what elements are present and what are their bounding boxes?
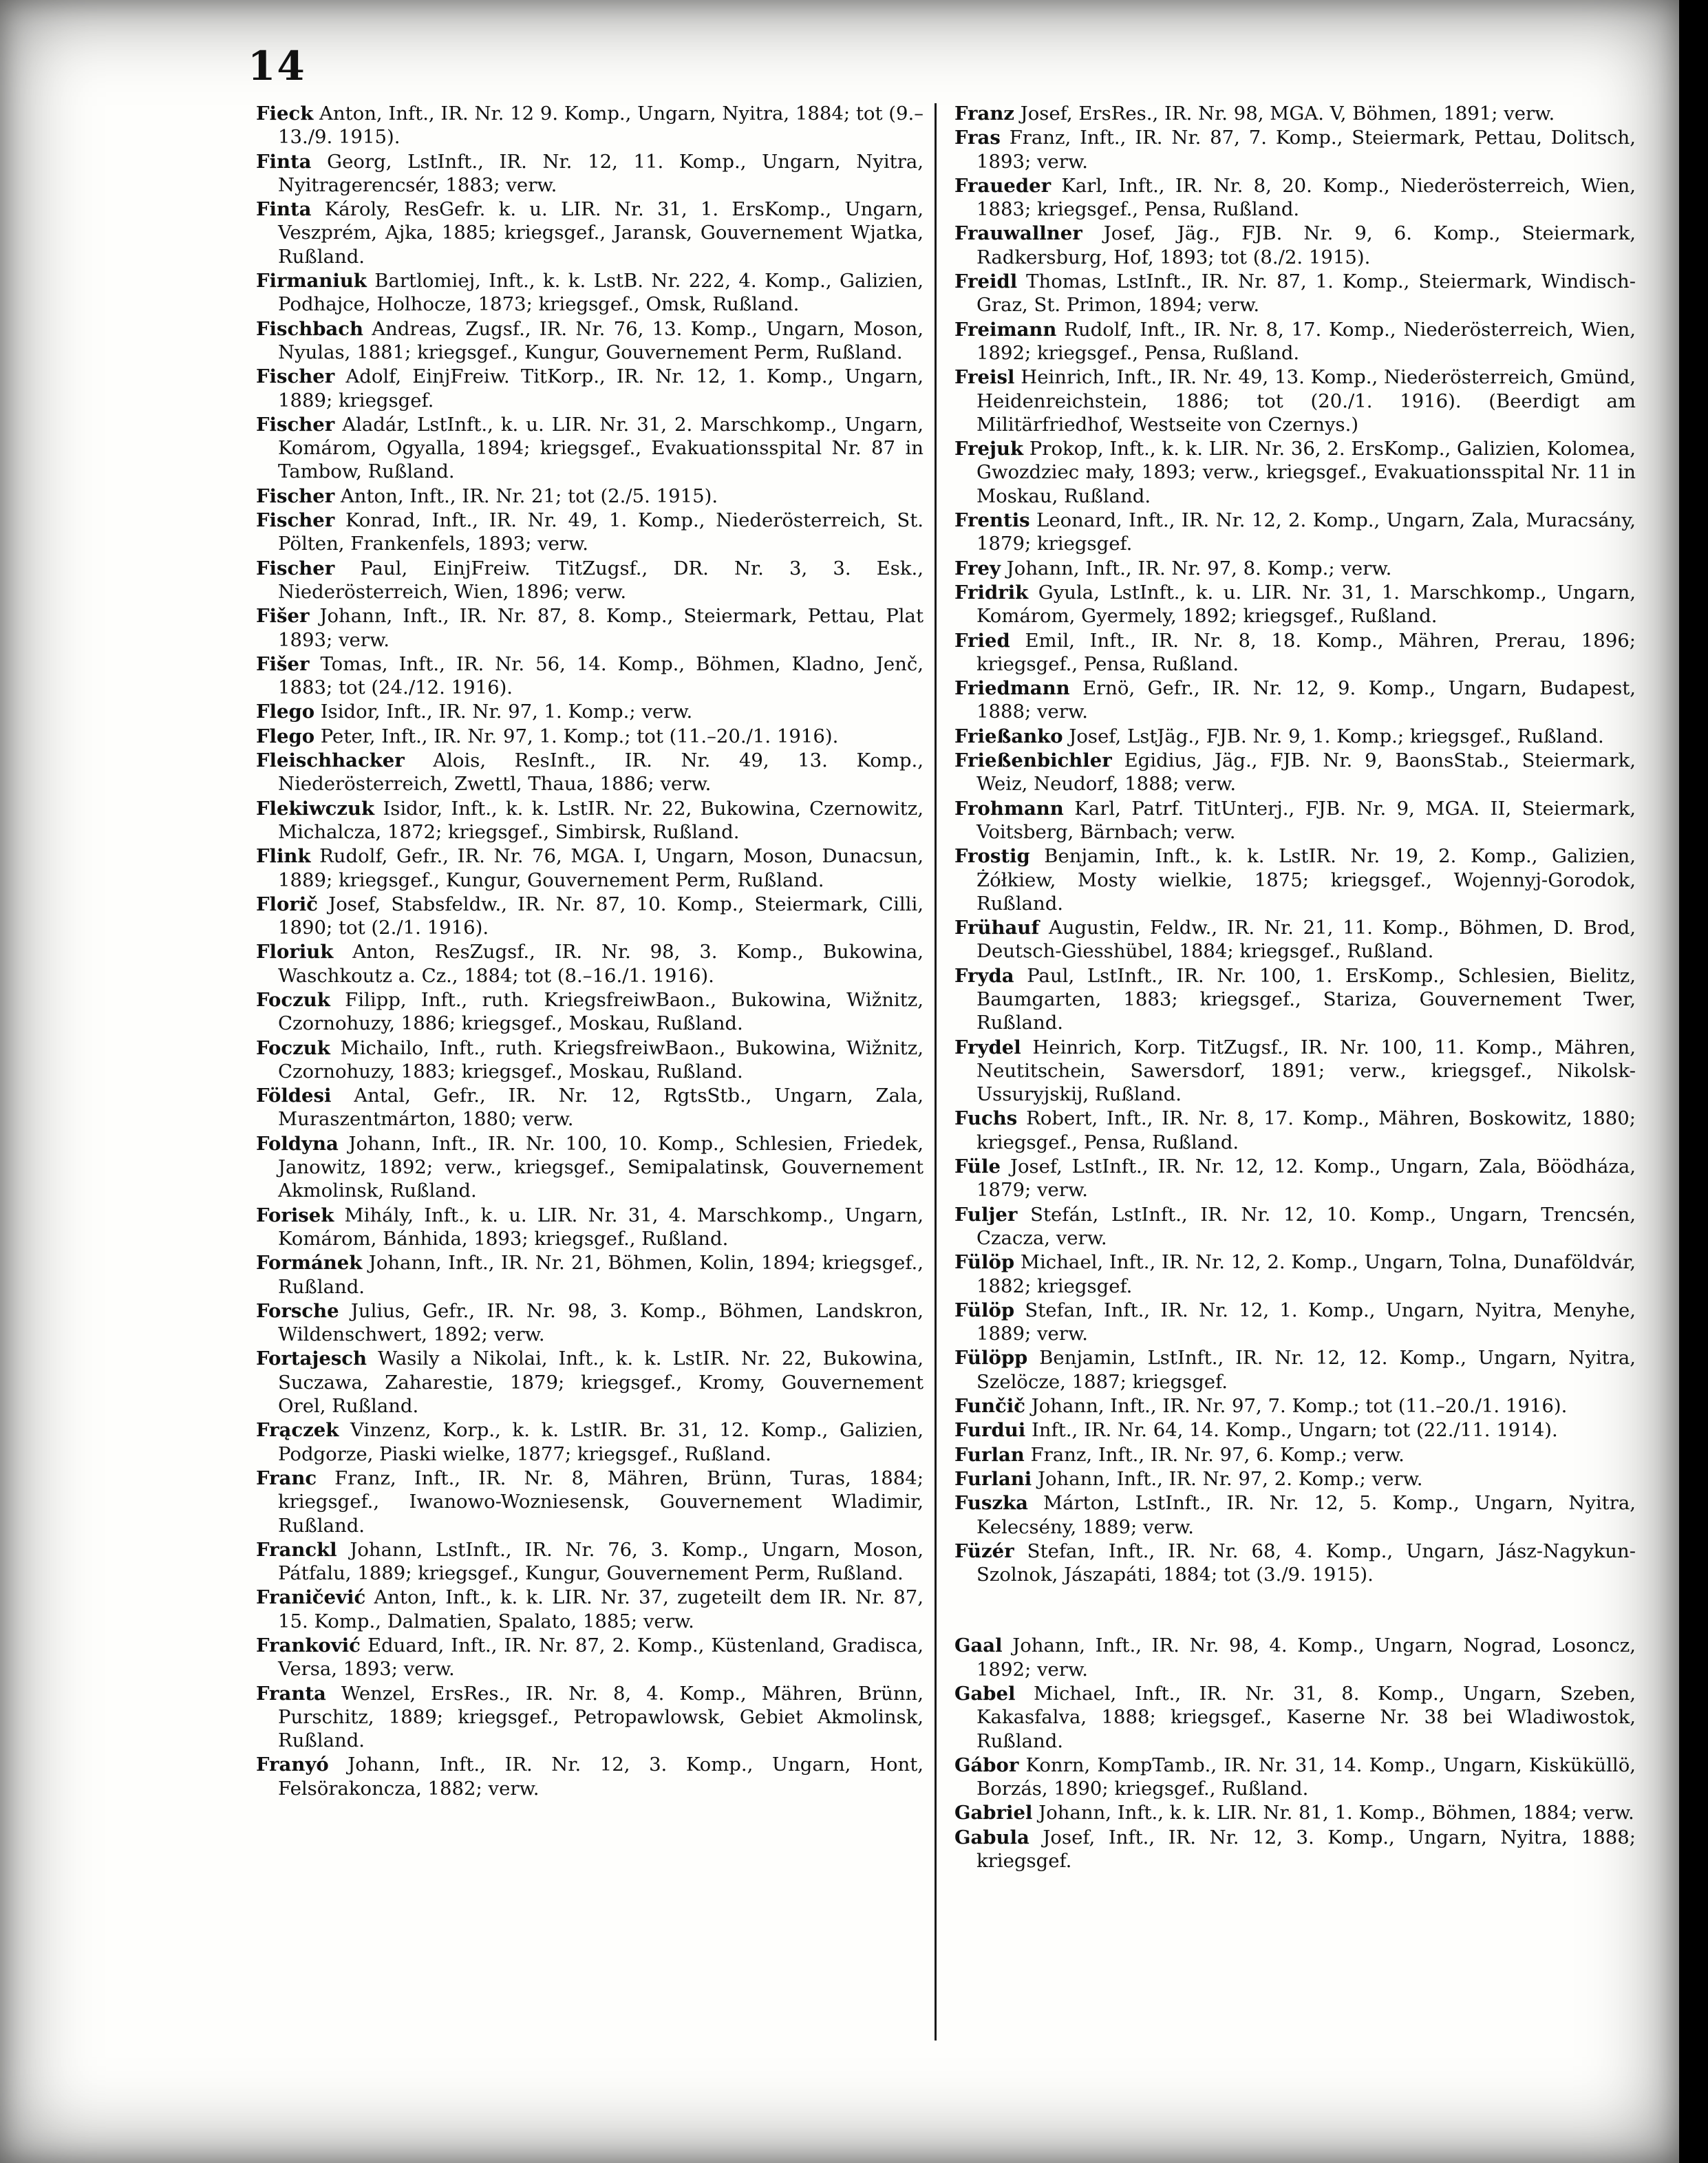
register-entry (256, 700, 924, 723)
entry-surname: Finta (256, 150, 312, 173)
entry-details: Wenzel, ErsRes., IR. Nr. 8, 4. Komp., Mähren, Brünn, Purschitz, 1889; kriegsgef., Petropawlowsk, Gebiet Akmolinsk, Rußland. (278, 1682, 924, 1752)
entry-surname: Firmaniuk (256, 270, 367, 292)
register-entry (954, 629, 1636, 676)
entry-surname: Gabula (954, 1826, 1029, 1848)
section-gap (954, 1587, 1636, 1634)
entry-surname: Fülöp (954, 1251, 1015, 1274)
register-entry (256, 797, 924, 844)
entry-details: Adolf, EinjFreiw. TitKorp., IR. Nr. 12, 1. Komp., Ungarn, 1889; kriegsgef. (278, 365, 924, 412)
register-entry (256, 652, 924, 700)
entry-surname: Fišer (256, 605, 310, 628)
entry-surname: Frießenbichler (954, 749, 1112, 772)
register-entry (256, 509, 924, 556)
register-entry (256, 150, 924, 198)
register-entry (256, 1347, 924, 1418)
entry-details: Karl, Patrf. TitUnterj., FJB. Nr. 9, MGA. II, Steiermark, Voitsberg, Bärnbach; verw. (976, 797, 1636, 843)
entry-details: Michailo, Inft., ruth. KriegsfreiwBaon., Bukowina, Wižnitz, Czornohuzy, 1883; kriegsgef., Moskau, Rußland. (278, 1036, 924, 1083)
entry-surname: Fraueder (954, 174, 1052, 197)
register-entry (954, 1682, 1636, 1753)
register-entry (256, 269, 924, 317)
entry-details: Rudolf, Inft., IR. Nr. 8, 17. Komp., Niederösterreich, Wien, 1892; kriegsgef., Pensa, Rußland. (976, 318, 1636, 364)
entry-details: Tomas, Inft., IR. Nr. 56, 14. Komp., Böhmen, Kladno, Jenč, 1883; tot (24./12. 1916). (278, 652, 924, 699)
register-entry (256, 413, 924, 484)
register-entry (256, 725, 924, 748)
register-entry (954, 1299, 1636, 1346)
entry-surname: Freimann (954, 318, 1057, 341)
entry-details: Paul, LstInft., IR. Nr. 100, 1. ErsKomp., Schlesien, Bielitz, Baumgarten, 1883; kriegsgef., Stariza, Gouvernement Twer, Rußland. (976, 964, 1636, 1034)
register-entry (256, 102, 924, 149)
entry-surname: Fischer (256, 557, 335, 579)
entry-details: Josef, LstJäg., FJB. Nr. 9, 1. Komp.; kriegsgef., Rußland. (1063, 725, 1604, 747)
register-entry (256, 1036, 924, 1084)
entry-details: Paul, EinjFreiw. TitZugsf., DR. Nr. 3, 3. Esk., Niederösterreich, Wien, 1896; verw. (278, 557, 924, 603)
entry-surname: Fuchs (954, 1107, 1018, 1130)
register-entry (954, 1443, 1636, 1467)
entry-details: Benjamin, LstInft., IR. Nr. 12, 12. Komp., Ungarn, Nyitra, Szelöcze, 1887; kriegsgef. (976, 1347, 1636, 1393)
left-column (256, 102, 924, 1801)
entry-surname: Frejuk (954, 438, 1024, 460)
entry-details: Stefán, LstInft., IR. Nr. 12, 10. Komp., Ungarn, Trencsén, Czacza, verw. (976, 1203, 1636, 1249)
entry-details: Josef, Stabsfeldw., IR. Nr. 87, 10. Komp., Steiermark, Cilli, 1890; tot (2./1. 1916). (278, 893, 924, 939)
entry-surname: Fried (954, 629, 1010, 652)
register-entry (256, 484, 924, 508)
register-entry (954, 1203, 1636, 1250)
register-entry (256, 1682, 924, 1753)
entry-surname: Fischer (256, 484, 335, 507)
entry-details: Franz, Inft., IR. Nr. 97, 6. Komp.; verw. (1024, 1443, 1405, 1466)
column-divider (935, 103, 937, 2041)
register-entry (954, 1036, 1636, 1107)
entry-details: Peter, Inft., IR. Nr. 97, 1. Komp.; tot (11.–20./1. 1916). (314, 725, 839, 747)
entry-details: Thomas, LstInft., IR. Nr. 87, 1. Komp., Steiermark, Windisch-Graz, St. Primon, 1894; verw. (976, 270, 1636, 317)
register-entry (954, 437, 1636, 508)
entry-details: Filipp, Inft., ruth. KriegsfreiwBaon., Bukowina, Wižnitz, Czornohuzy, 1886; kriegsgef., Moskau, Rußland. (278, 988, 924, 1035)
entry-surname: Fryda (954, 964, 1014, 987)
register-entry (954, 174, 1636, 222)
entry-surname: Fischer (256, 365, 335, 388)
entry-surname: Földesi (256, 1085, 332, 1107)
entry-details: Mihály, Inft., k. u. LIR. Nr. 31, 4. Marschkomp., Ungarn, Komárom, Bánhida, 1893; kriegsgef., Rußland. (278, 1204, 924, 1250)
entry-surname: Frostig (954, 845, 1030, 868)
entry-details: Johann, Inft., IR. Nr. 97, 8. Komp.; verw. (1001, 557, 1392, 579)
entry-surname: Gabriel (954, 1802, 1033, 1824)
entry-details: Karl, Inft., IR. Nr. 8, 20. Komp., Niederösterreich, Wien, 1883; kriegsgef., Pensa, Rußland. (976, 174, 1636, 221)
register-entry (954, 797, 1636, 844)
register-entry (256, 749, 924, 796)
entry-details: Heinrich, Inft., IR. Nr. 49, 13. Komp., Niederösterreich, Gmünd, Heidenreichstein, 1886; tot (20./1. 1916). (Beerdigt am Militärfriedhof, Westseite von Czernys.) (976, 366, 1636, 436)
scan-border (1679, 0, 1708, 2163)
register-entry (256, 1753, 924, 1800)
entry-details: Robert, Inft., IR. Nr. 8, 17. Komp., Mähren, Boskowitz, 1880; kriegsgef., Pensa, Rußland. (976, 1107, 1636, 1153)
entry-details: Leonard, Inft., IR. Nr. 12, 2. Komp., Ungarn, Zala, Muracsány, 1879; kriegsgef. (976, 509, 1636, 555)
entry-details: Michael, Inft., IR. Nr. 31, 8. Komp., Ungarn, Szeben, Kakasfalva, 1888; kriegsgef., Kaserne Nr. 38 bei Wladiwostok, Rußland. (976, 1683, 1636, 1752)
entry-details: Anton, ResZugsf., IR. Nr. 98, 3. Komp., Bukowina, Waschkoutz a. Cz., 1884; tot (8.–16./1. 1916). (278, 941, 924, 987)
entry-surname: Flink (256, 845, 311, 868)
entry-details: Georg, LstInft., IR. Nr. 12, 11. Komp., Ungarn, Nyitra, Nyitragerencsér, 1883; verw. (278, 150, 924, 196)
register-entry (954, 1754, 1636, 1801)
register-entry (256, 893, 924, 940)
entry-surname: Franckl (256, 1538, 337, 1561)
entry-details: Stefan, Inft., IR. Nr. 12, 1. Komp., Ungarn, Nyitra, Menyhe, 1889; verw. (976, 1299, 1636, 1345)
entry-details: Aladár, LstInft., k. u. LIR. Nr. 31, 2. Marschkomp., Ungarn, Komárom, Ogyalla, 1894; kriegsgef., Evakuationsspital Nr. 87 in Tambow, Rußland. (278, 413, 924, 483)
entry-details: Franz, Inft., IR. Nr. 8, Mähren, Brünn, Turas, 1884; kriegsgef., Iwanowo-Wozniesensk, Gouvernement Wladimir, Rußland. (278, 1467, 924, 1537)
entry-details: Andreas, Zugsf., IR. Nr. 76, 13. Komp., Ungarn, Moson, Nyulas, 1881; kriegsgef., Kungur, Gouvernement Perm, Rußland. (278, 317, 924, 363)
entry-details: Isidor, Inft., IR. Nr. 97, 1. Komp.; verw. (314, 701, 693, 723)
entry-surname: Florič (256, 893, 318, 915)
entry-surname: Frentis (954, 509, 1030, 532)
register-entry (256, 317, 924, 365)
entry-surname: Fuljer (954, 1203, 1018, 1226)
entry-surname: Fischbach (256, 317, 363, 340)
entry-details: Ernö, Gefr., IR. Nr. 12, 9. Komp., Ungarn, Budapest, 1888; verw. (976, 677, 1636, 723)
entry-surname: Fuszka (954, 1492, 1029, 1515)
entry-surname: Füzér (954, 1539, 1014, 1562)
entry-surname: Fleischhacker (256, 749, 405, 772)
register-entry (954, 581, 1636, 628)
entry-surname: Franta (256, 1682, 326, 1705)
entry-surname: Frauwallner (954, 222, 1082, 245)
entry-surname: Flekiwczuk (256, 797, 375, 820)
entry-details: Wasily a Nikolai, Inft., k. k. LstIR. Nr. 22, Bukowina, Suczawa, Zaharestie, 1879; kriegsgef., Kromy, Gouvernement Orel, Rußland. (278, 1347, 924, 1418)
register-entry (256, 1132, 924, 1203)
entry-details: Stefan, Inft., IR. Nr. 68, 4. Komp., Ungarn, Jász-Nagykun-Szolnok, Jászapáti, 1884; tot (3./9. 1915). (976, 1539, 1636, 1586)
entry-details: Egidius, Jäg., FJB. Nr. 9, BaonsStab., Steiermark, Weiz, Neudorf, 1888; verw. (976, 749, 1636, 796)
entry-details: Johann, Inft., k. k. LIR. Nr. 81, 1. Komp., Böhmen, 1884; verw. (1032, 1802, 1634, 1824)
entry-surname: Frühauf (954, 917, 1040, 939)
entry-surname: Fras (954, 127, 1001, 149)
entry-details: Benjamin, Inft., k. k. LstIR. Nr. 19, 2. Komp., Galizien, Żółkiew, Mosty wielkie, 1875; kriegsgef., Wojennyj-Gorodok, Rußland. (976, 845, 1636, 915)
entry-surname: Floriuk (256, 941, 334, 963)
entry-surname: Gabel (954, 1683, 1016, 1705)
entry-surname: Franc (256, 1467, 317, 1489)
page-number: 14 (248, 43, 306, 89)
register-entry (954, 222, 1636, 269)
register-entry (954, 509, 1636, 556)
register-entry (256, 1634, 924, 1681)
register-entry (954, 270, 1636, 317)
entry-surname: Fülöp (954, 1299, 1015, 1321)
entry-details: Julius, Gefr., IR. Nr. 98, 3. Komp., Böhmen, Landskron, Wildenschwert, 1892; verw. (278, 1299, 924, 1346)
entry-details: Josef, LstInft., IR. Nr. 12, 12. Komp., Ungarn, Zala, Böödháza, 1879; verw. (976, 1155, 1636, 1202)
register-entry (256, 1538, 924, 1586)
entry-surname: Franyó (256, 1754, 329, 1776)
entry-details: Prokop, Inft., k. k. LIR. Nr. 36, 2. ErsKomp., Galizien, Kolomea, Gwozdziec mały, 1893; verw., kriegsgef., Evakuationsspital Nr. 11 in Moskau, Rußland. (976, 438, 1636, 507)
entry-details: Rudolf, Gefr., IR. Nr. 76, MGA. I, Ungarn, Moson, Dunacsun, 1889; kriegsgef., Kungur, Gouvernement Perm, Rußland. (278, 845, 924, 891)
register-entry (954, 1539, 1636, 1587)
register-entry (954, 844, 1636, 915)
register-entry (954, 1107, 1636, 1154)
register-entry (954, 676, 1636, 724)
entry-details: Eduard, Inft., IR. Nr. 87, 2. Komp., Küstenland, Gradisca, Versa, 1893; verw. (278, 1634, 924, 1681)
right-column (954, 102, 1636, 1873)
register-entry (256, 1251, 924, 1299)
entry-details: Franz, Inft., IR. Nr. 87, 7. Komp., Steiermark, Pettau, Dolitsch, 1893; verw. (976, 127, 1636, 173)
register-entry (954, 1346, 1636, 1394)
entry-surname: Fülöpp (954, 1347, 1028, 1370)
entry-surname: Frączek (256, 1419, 339, 1442)
register-entry (954, 102, 1636, 125)
entry-surname: Funčič (954, 1395, 1025, 1418)
entry-surname: Finta (256, 198, 312, 221)
entry-surname: Furdui (954, 1419, 1026, 1442)
entry-surname: Fischer (256, 413, 335, 436)
entry-surname: Formánek (256, 1252, 363, 1275)
entry-details: Johann, Inft., IR. Nr. 12, 3. Komp., Ungarn, Hont, Felsörakoncza, 1882; verw. (278, 1754, 924, 1800)
entry-details: Konrad, Inft., IR. Nr. 49, 1. Komp., Niederösterreich, St. Pölten, Frankenfels, 1893; verw. (278, 509, 924, 555)
entry-details: Károly, ResGefr. k. u. LIR. Nr. 31, 1. ErsKomp., Ungarn, Veszprém, Ajka, 1885; kriegsgef., Jaransk, Gouvernement Wjatka, Rußland. (278, 198, 924, 268)
entry-details: Michael, Inft., IR. Nr. 12, 2. Komp., Ungarn, Tolna, Dunaföldvár, 1882; kriegsgef. (976, 1251, 1636, 1297)
entry-details: Johann, Inft., IR. Nr. 100, 10. Komp., Schlesien, Friedek, Janowitz, 1892; verw., kriegsgef., Semipalatinsk, Gouvernement Akmolinsk, Rußland. (278, 1132, 924, 1202)
entry-details: Anton, Inft., IR. Nr. 21; tot (2./5. 1915). (334, 484, 718, 507)
entry-surname: Friedmann (954, 677, 1070, 700)
entry-details: Gyula, LstInft., k. u. LIR. Nr. 31, 1. Marschkomp., Ungarn, Komárom, Gyermely, 1892; kriegsgef., Rußland. (976, 581, 1636, 628)
entry-surname: Furlan (954, 1443, 1025, 1466)
entry-surname: Fieck (256, 103, 314, 125)
register-entry (954, 1250, 1636, 1298)
register-entry (256, 988, 924, 1036)
register-entry (954, 318, 1636, 365)
entry-surname: Freidl (954, 270, 1018, 293)
entry-details: Vinzenz, Korp., k. k. LstIR. Br. 31, 12. Komp., Galizien, Podgorze, Piaski wielke, 1877; kriegsgef., Rußland. (278, 1419, 924, 1465)
entry-details: Josef, ErsRes., IR. Nr. 98, MGA. V, Böhmen, 1891; verw. (1014, 103, 1555, 125)
entry-surname: Flego (256, 701, 315, 723)
register-entry (256, 1467, 924, 1537)
entry-details: Isidor, Inft., k. k. LstIR. Nr. 22, Bukowina, Czernowitz, Michalcza, 1872; kriegsgef., Simbirsk, Rußland. (278, 797, 924, 843)
register-entry (256, 557, 924, 604)
register-entry (954, 1155, 1636, 1202)
entry-details: Alois, ResInft., IR. Nr. 49, 13. Komp., Niederösterreich, Zwettl, Thaua, 1886; verw. (278, 749, 924, 796)
entry-details: Bartlomiej, Inft., k. k. LstB. Nr. 222, 4. Komp., Galizien, Podhajce, Holhocze, 1873; kriegsgef., Omsk, Rußland. (278, 270, 924, 316)
entry-details: Antal, Gefr., IR. Nr. 12, RgtsStb., Ungarn, Zala, Muraszentmárton, 1880; verw. (278, 1085, 924, 1131)
entry-surname: Flego (256, 725, 315, 747)
register-entry (256, 1204, 924, 1251)
register-entry (954, 1394, 1636, 1418)
entry-details: Josef, Inft., IR. Nr. 12, 3. Komp., Ungarn, Nyitra, 1888; kriegsgef. (976, 1826, 1636, 1873)
entry-details: Emil, Inft., IR. Nr. 8, 18. Komp., Mähren, Prerau, 1896; kriegsgef., Pensa, Rußland. (976, 629, 1636, 675)
entry-details: Johann, Inft., IR. Nr. 97, 7. Komp.; tot (11.–20./1. 1916). (1025, 1395, 1568, 1418)
entry-surname: Frey (954, 557, 1001, 579)
entry-details: Johann, Inft., IR. Nr. 98, 4. Komp., Ungarn, Nograd, Losoncz, 1892; verw. (976, 1634, 1636, 1681)
entry-surname: Franković (256, 1634, 361, 1656)
entry-surname: Foldyna (256, 1132, 339, 1155)
entry-details: Márton, LstInft., IR. Nr. 12, 5. Komp., Ungarn, Nyitra, Kelecsény, 1889; verw. (976, 1492, 1636, 1538)
entry-surname: Frydel (954, 1036, 1021, 1058)
entry-surname: Fortajesch (256, 1347, 367, 1370)
register-entry (954, 1467, 1636, 1491)
register-entry (954, 126, 1636, 173)
register-entry (954, 1491, 1636, 1539)
entry-surname: Freisl (954, 366, 1015, 389)
register-entry (954, 725, 1636, 748)
register-entry (256, 940, 924, 988)
entry-surname: Foczuk (256, 988, 330, 1011)
register-entry (954, 749, 1636, 796)
register-entry (954, 365, 1636, 436)
entry-details: Anton, Inft., k. k. LIR. Nr. 37, zugeteilt dem IR. Nr. 87, 15. Komp., Dalmatien, Spalato, 1885; verw. (278, 1586, 924, 1632)
entry-details: Josef, Jäg., FJB. Nr. 9, 6. Komp., Steiermark, Radkersburg, Hof, 1893; tot (8./2. 1915). (976, 222, 1636, 268)
register-entry (954, 964, 1636, 1035)
register-entry (954, 916, 1636, 963)
entry-surname: Füle (954, 1155, 1001, 1178)
entry-surname: Fridrik (954, 581, 1029, 604)
register-entry (954, 557, 1636, 580)
register-entry (256, 198, 924, 268)
register-entry (954, 1801, 1636, 1824)
entry-details: Augustin, Feldw., IR. Nr. 21, 11. Komp., Böhmen, D. Brod, Deutsch-Giesshübel, 1884; kriegsgef., Rußland. (976, 917, 1636, 963)
entry-details: Johann, Inft., IR. Nr. 21, Böhmen, Kolin, 1894; kriegsgef., Rußland. (278, 1252, 924, 1298)
entry-surname: Fišer (256, 652, 310, 675)
entry-details: Johann, LstInft., IR. Nr. 76, 3. Komp., Ungarn, Moson, Pátfalu, 1889; kriegsgef., Kungur, Gouvernement Perm, Rußland. (278, 1538, 924, 1585)
entry-surname: Forsche (256, 1299, 339, 1322)
entry-surname: Franz (954, 103, 1014, 125)
register-entry (954, 1418, 1636, 1442)
entry-details: Inft., IR. Nr. 64, 14. Komp., Ungarn; tot (22./11. 1914). (1025, 1419, 1558, 1442)
entry-surname: Franičević (256, 1586, 366, 1609)
register-entry (256, 1084, 924, 1131)
entry-details: Johann, Inft., IR. Nr. 97, 2. Komp.; verw. (1032, 1467, 1423, 1490)
entry-surname: Frießanko (954, 725, 1063, 747)
register-entry (256, 1586, 924, 1633)
entry-surname: Furlani (954, 1467, 1032, 1490)
register-entry (256, 1299, 924, 1347)
entry-details: Johann, Inft., IR. Nr. 87, 8. Komp., Steiermark, Pettau, Plat 1893; verw. (278, 605, 924, 651)
entry-surname: Gábor (954, 1754, 1019, 1776)
register-entry (256, 1418, 924, 1466)
entry-details: Konrn, KompTamb., IR. Nr. 31, 14. Komp., Ungarn, Kisküküllö, Borzás, 1890; kriegsgef., Rußland. (976, 1754, 1636, 1800)
register-entry (954, 1826, 1636, 1873)
entry-surname: Foczuk (256, 1036, 330, 1059)
entry-surname: Frohmann (954, 797, 1064, 820)
entry-surname: Forisek (256, 1204, 334, 1226)
register-entry (954, 1634, 1636, 1681)
entry-surname: Fischer (256, 509, 335, 532)
entry-details: Anton, Inft., IR. Nr. 12 9. Komp., Ungarn, Nyitra, 1884; tot (9.–13./9. 1915). (278, 103, 924, 149)
entry-surname: Gaal (954, 1634, 1003, 1657)
register-entry (256, 365, 924, 412)
register-entry (256, 844, 924, 892)
entry-details: Heinrich, Korp. TitZugsf., IR. Nr. 100, 11. Komp., Mähren, Neutitschein, Sawersdorf, 1891; verw., kriegsgef., Nikolsk-Ussuryjskij, Rußland. (976, 1036, 1636, 1106)
register-entry (256, 604, 924, 652)
